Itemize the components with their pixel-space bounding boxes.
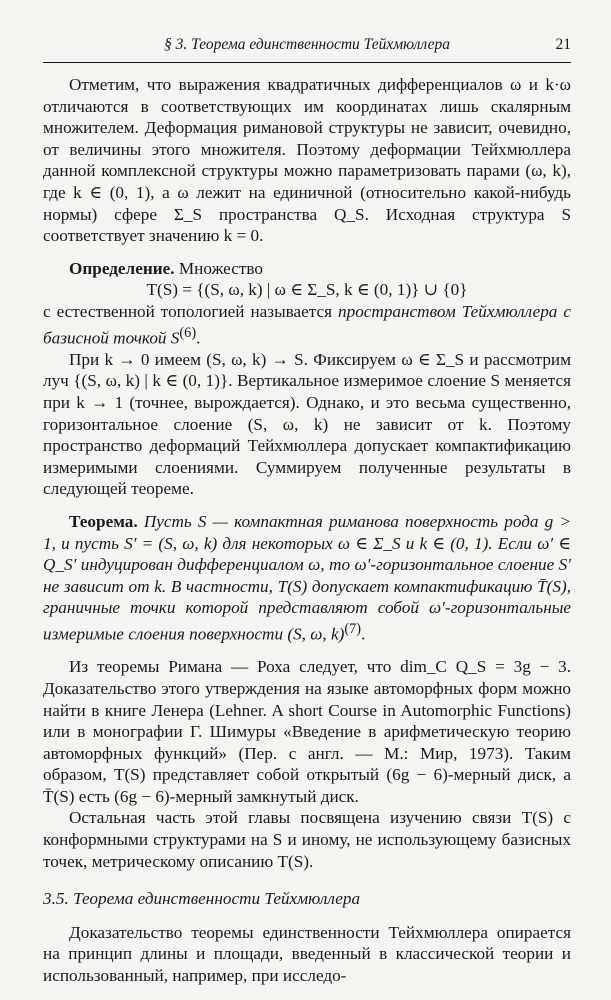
theorem — [43, 511, 571, 645]
definition-cont-italic: пространством Тейхмюллера с базисной точкой S — [43, 301, 571, 348]
running-head — [43, 36, 571, 60]
paragraph-2: При k → 0 имеем (S, ω, k) → S. Фиксируем ω ∈ Σ_S и рассмотрим луч {(S, ω, k) | k ∈ (0, 1)}. Вертикальное измеримое слоение S меняется при k → 1 (точнее, вырождается). Однако, и это весьма существенно, горизонтальное слоение (S, ω, k) не зависит от k. Поэтому пространство деформаций Тейхмюллера допускает компактификацию измеримыми слоениями. Суммируем полученные результаты в следующей теореме. — [43, 349, 571, 499]
footnote-ref-6: (6) — [179, 324, 197, 341]
paragraph-3: Из теоремы Римана — Роха следует, что dim_C Q_S = 3g − 3. Доказательство этого утверждения на языке автоморфных форм можно найти в книге Ленера (Lehner. A short Course in Automorphic Functions) или в монографии Г. Шимуры «Введение в арифметическую теорию автоморфных функций» (Пер. с англ. — М.: Мир, 1973). Таким образом, T(S) представляет собой открытый (6g − 6)-мерный диск, а T̄(S) есть (6g − 6)-мерный замкнутый диск. — [43, 657, 571, 806]
theorem-label: Теорема. — [69, 512, 138, 532]
body-text — [43, 74, 571, 987]
definition — [43, 258, 571, 280]
section-title: 3.5. Теорема единственности Тейхмюллера — [43, 889, 361, 909]
theorem-text: Пусть S — компактная риманова поверхность рода g > 1, и пусть S′ = (S, ω, k) для некоторых ω ∈ Σ_S и k ∈ (0, 1). Если ω′ ∈ Q_S′ индуцирован дифференциалом ω, то ω′-горизонтальное слоение S′ не зависит от k. В частности, T(S) допускает компактификацию T̄(S), граничные точки которой представляют собой ω′-горизонтальные измеримые слоения поверхности (S, ω, k) — [43, 512, 571, 644]
formula-teichmuller-space: T(S) = {(S, ω, k) | ω ∈ Σ_S, k ∈ (0, 1)} ∪ {0} — [146, 280, 468, 300]
page-number: 21 — [555, 36, 571, 53]
theorem-end: . — [361, 624, 366, 644]
definition-text: Множество — [174, 258, 263, 278]
footnote-ref-7: (7) — [344, 620, 362, 637]
definition-label: Определение. — [69, 258, 175, 278]
paragraph-4: Остальная часть этой главы посвящена изучению связи T(S) с конформными структурами на S и иному, не использующему базисных точек, метрическому описанию T(S). — [43, 808, 571, 871]
header-rule — [43, 62, 571, 63]
paragraph-5: Доказательство теоремы единственности Тейхмюллера опирается на принцип длины и площади, введенный в классической теории и использованный, например, при исследо- — [43, 922, 571, 986]
running-title: § 3. Теорема единственности Тейхмюллера — [164, 36, 450, 53]
paragraph-1: Отметим, что выражения квадратичных дифференциалов ω и k·ω отличаются в соответствующих им координатах лишь скалярным множителем. Деформация римановой структуры не зависит, очевидно, от величины этого множителя. Поэтому деформации Тейхмюллера данной комплексной структуры можно параметризовать парами (ω, k), где k ∈ (0, 1), а ω лежит на единичной (относительно какой-нибудь нормы) сфере Σ_S пространства Q_S. Исходная структура S соответствует значению k = 0. — [43, 75, 571, 246]
definition-cont-end: . — [196, 328, 201, 348]
definition-cont-plain: с естественной топологией называется — [43, 301, 339, 321]
definition-continuation — [43, 301, 571, 349]
